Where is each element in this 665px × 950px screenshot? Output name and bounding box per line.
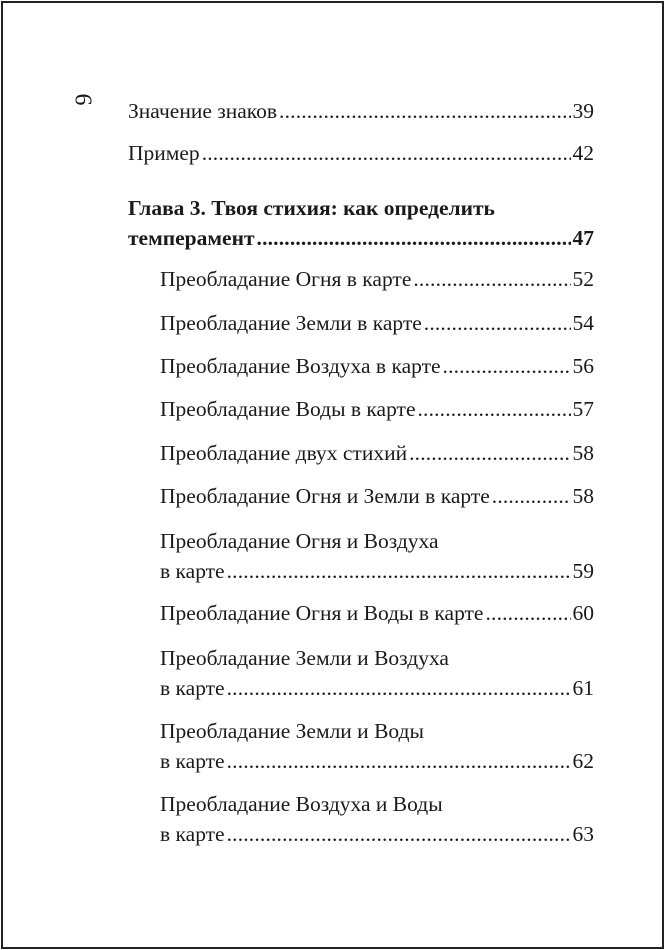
toc-entry-page: 62 xyxy=(572,749,594,773)
toc-entry-page: 42 xyxy=(572,141,594,165)
toc-entry-page: 58 xyxy=(572,484,594,508)
toc-entry-title-line1: Глава 3. Твоя стихия: как определить xyxy=(128,196,495,220)
toc-entry-title: Преобладание Огня и Воды в карте xyxy=(160,601,484,625)
toc-entry-page: 52 xyxy=(572,267,594,291)
toc-entry-title: Преобладание Воды в карте xyxy=(160,397,416,421)
toc-entry xyxy=(160,351,594,381)
toc-entry xyxy=(128,138,594,168)
toc-entry-page: 39 xyxy=(572,99,594,123)
dot-leader xyxy=(409,438,570,468)
toc-entry-page: 60 xyxy=(572,601,594,625)
toc-entry-title-line1: Преобладание Земли и Воды xyxy=(160,719,424,743)
dot-leader xyxy=(492,481,571,511)
dot-leader xyxy=(227,673,571,703)
toc-entry xyxy=(160,481,594,511)
dot-leader xyxy=(202,138,571,168)
toc-entry-title: в карте xyxy=(160,559,225,583)
toc-entry-title: Пример xyxy=(128,141,200,165)
toc-entry xyxy=(160,716,594,776)
toc-entry-title-line1: Преобладание Земли и Воздуха xyxy=(160,646,449,670)
dot-leader xyxy=(257,223,571,253)
toc-entry-page: 63 xyxy=(572,822,594,846)
toc-entry-title: Значение знаков xyxy=(128,99,278,123)
toc-entry-page: 47 xyxy=(572,226,594,250)
toc-entry-title: Преобладание Земли в карте xyxy=(160,311,422,335)
toc-entry-page: 57 xyxy=(572,397,594,421)
dot-leader xyxy=(227,819,571,849)
toc-entry-title-line1: Преобладание Огня и Воздуха xyxy=(160,529,439,553)
toc-entry xyxy=(160,598,594,628)
toc-entry xyxy=(160,394,594,424)
toc-entry xyxy=(128,96,594,126)
toc-entry xyxy=(160,643,594,703)
dot-leader xyxy=(227,746,571,776)
toc-entry-title: Преобладание Огня и Земли в карте xyxy=(160,484,490,508)
dot-leader xyxy=(485,598,570,628)
toc-entry xyxy=(160,264,594,294)
toc-entry-page: 58 xyxy=(572,441,594,465)
toc-entry-title: в карте xyxy=(160,676,225,700)
toc-entry-title: Преобладание Огня в карте xyxy=(160,267,412,291)
toc-entry xyxy=(160,438,594,468)
toc-entry-title: темперамент xyxy=(128,226,255,250)
page-number: 6 xyxy=(69,93,96,106)
toc-entry-page: 54 xyxy=(572,311,594,335)
toc-entry xyxy=(160,308,594,338)
dot-leader xyxy=(227,556,571,586)
toc-entry-page: 56 xyxy=(572,354,594,378)
toc-entry-title: в карте xyxy=(160,822,225,846)
dot-leader xyxy=(413,264,570,294)
dot-leader xyxy=(417,394,570,424)
toc-entry xyxy=(160,526,594,586)
toc-entry xyxy=(160,789,594,849)
toc-entry-page: 59 xyxy=(572,559,594,583)
toc-entry-title: Преобладание двух стихий xyxy=(160,441,408,465)
toc-entry-title: Преобладание Воздуха в карте xyxy=(160,354,441,378)
toc-entry-title-line1: Преобладание Воздуха и Воды xyxy=(160,792,443,816)
dot-leader xyxy=(443,351,571,381)
toc-entry-title: в карте xyxy=(160,749,225,773)
toc-entry xyxy=(128,193,594,253)
toc-entry-page: 61 xyxy=(572,676,594,700)
dot-leader xyxy=(279,96,570,126)
dot-leader xyxy=(424,308,571,338)
